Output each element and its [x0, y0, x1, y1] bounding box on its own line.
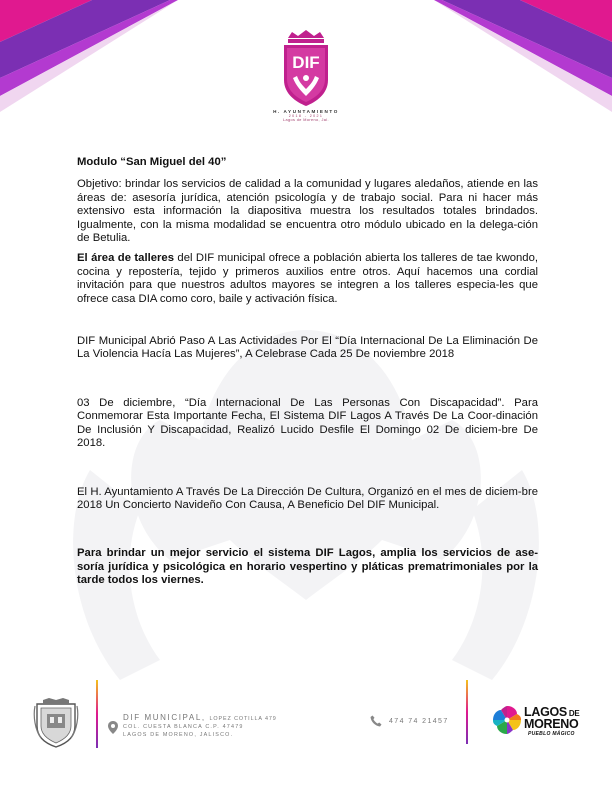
- footer-colonia: COL. CUESTA BLANCA C.P. 47479: [123, 724, 244, 730]
- lagos-pinwheel-icon: [491, 704, 523, 736]
- municipal-seal-icon: [33, 696, 79, 748]
- footer-org-name: DIF MUNICIPAL,: [123, 713, 206, 722]
- divider-line-right: [466, 680, 468, 744]
- lagos-brand-tagline: PUEBLO MÁGICO: [528, 731, 575, 737]
- dif-logo: [250, 28, 362, 122]
- divider-line-left: [96, 680, 98, 748]
- document-body: [77, 156, 538, 588]
- lagos-brand-word: LAGOS: [524, 705, 567, 719]
- lagos-brand-de: DE: [568, 709, 580, 718]
- lagos-brand-line2: MORENO: [524, 717, 579, 731]
- paragraph-violence-day: DIF Municipal Abrió Paso A Las Actividades Por El “Día Internacional De La Eliminación De La Violencia Hacía Las Mujeres”, A Celebrase Cada 25 De noviembre 2018: [77, 335, 538, 361]
- module-title: Modulo “San Miguel del 40”: [77, 156, 227, 168]
- dif-crest-icon: [278, 28, 334, 108]
- paragraph-services: Para brindar un mejor servicio el sistema DIF Lagos, amplia los servicios de ase-soría jurídica y psicológica en horario vespertino y pláticas prematrimoniales por la tarde todos los viernes.: [77, 547, 538, 587]
- footer-org: [123, 713, 277, 722]
- city-label: Lagos de Moreno, Jal.: [283, 118, 329, 122]
- footer-street: LOPEZ COTILLA 479: [209, 716, 277, 722]
- paragraph-objective: Objetivo: brindar los servicios de calidad a la comunidad y lugares aledaños, atiende en las áreas de: asesoría jurídica, atención psicología y de trabajo social. Para ni hacer más extensivo esta información la diapositiva muestra los resultados totales brindados. Igualmente, con la misma modalidad se encuentra otro módulo ubicado en la delega-ción de Betulia.: [77, 178, 538, 245]
- paragraph-concert: El H. Ayuntamiento A Través De La Dirección De Cultura, Organizó en el mes de diciem-bre 2018 Un Concierto Navideño Con Causa, A Beneficio Del DIF Municipal.: [77, 485, 538, 511]
- paragraph-workshops: [77, 252, 538, 306]
- logo-text: DIF: [292, 53, 320, 72]
- footer-phone: 474 74 21457: [389, 718, 449, 725]
- location-pin-icon: [108, 721, 118, 734]
- paragraph-disability-day: 03 De diciembre, “Día Internacional De Las Personas Con Discapacidad”. Para Conmemorar Esta Importante Fecha, El Sistema DIF Lagos A Través De La Coor-dinación De Inclusión Y Discapacidad, Realizó Lucido Desfile El Domingo 02 De diciem-bre De 2018.: [77, 396, 538, 450]
- workshops-emphasis: El área de talleres: [77, 252, 174, 265]
- ayuntamiento-label: H. AYUNTAMIENTO: [273, 109, 339, 114]
- term-years: 2018 - 2021: [288, 114, 324, 118]
- footer-city: LAGOS DE MORENO, JALISCO.: [123, 732, 234, 738]
- phone-icon: [370, 715, 382, 727]
- workshops-text: del DIF municipal ofrece a población abierta los talleres de tae kwondo, cocina y repostería, tejido y primeros auxilios entre otros. Aquí hacemos una cordial invitación para que nuestros adultos mayores se integren a los talleres especia-les que ofrece casa DIA como coro, baile y activación física.: [77, 252, 538, 305]
